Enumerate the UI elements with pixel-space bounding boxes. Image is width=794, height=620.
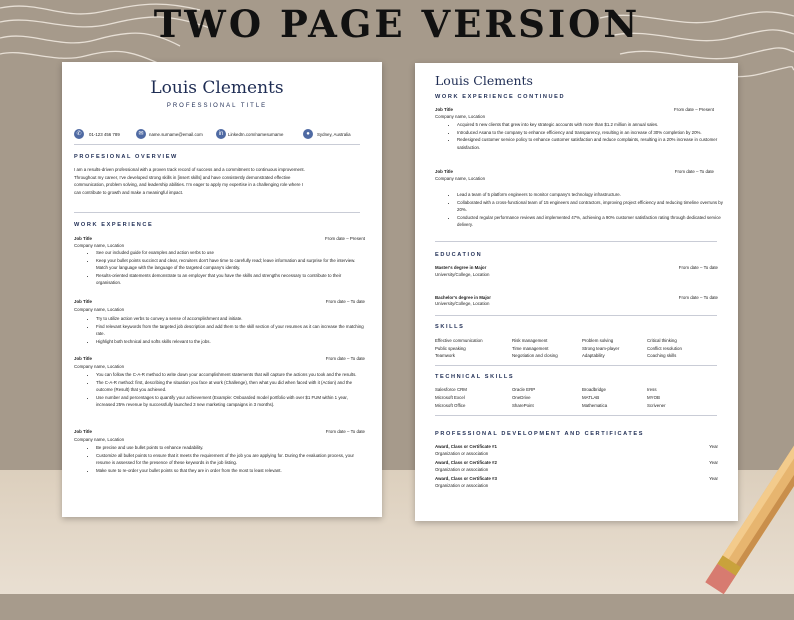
banner-title: TWO PAGE VERSION xyxy=(153,2,641,46)
tech-item: Mathematica xyxy=(582,403,608,408)
job-bullets: • See our included guide for examples and action verbs to use • Keep your bullet points succinct and clear, recruiters don't have time to carefully read; leave information and surprise for the interview. Match your language with the language of the targeted company's identity. • Results-oriented statements demonstrate to an employer that you have the skills and strengths necessary to contribute to their organisation. xyxy=(74,249,364,287)
education-date: From date – To date xyxy=(678,295,718,300)
tech-item: MATLAB xyxy=(582,395,600,400)
skill-item: Risk management xyxy=(512,338,548,343)
candidate-name: Louis Clements xyxy=(150,78,284,98)
job-date: From date – To date xyxy=(325,356,365,361)
job-date: From date – Present xyxy=(673,107,714,112)
professional-title: PROFESSIONAL TITLE xyxy=(166,103,268,109)
tech-item: Oracle ERP xyxy=(512,387,536,392)
divider xyxy=(435,415,717,416)
contact-linkedin: LinkedIn.com/namesurname xyxy=(228,132,284,137)
candidate-name: Louis Clements xyxy=(435,73,533,88)
divider xyxy=(74,144,360,145)
tech-item: Microsoft Office xyxy=(435,403,466,408)
contact-phone: 01-123 456 789 xyxy=(89,132,120,137)
skill-item: Teamwork xyxy=(435,353,456,358)
certificate-org: Organization or association xyxy=(435,451,489,456)
work-experience-heading: WORK EXPERIENCE xyxy=(74,222,154,228)
work-continued-heading: WORK EXPERIENCE CONTINUED xyxy=(435,94,566,100)
job-title: Job Title xyxy=(435,169,453,174)
contact-location: Sydney, Australia xyxy=(317,132,351,137)
tech-item: Microsoft Excel xyxy=(435,395,465,400)
job-title: Job Title xyxy=(435,107,453,112)
skill-item: Effective communication xyxy=(435,338,483,343)
job-bullets: • Lead a team of 5 platform engineers to monitor company's technology infrastructure. • Collaborated with a cross-functional team of 15 engineers and contractors, improving project efficiency and reducing timeline overruns by 20%. • Conducted regular performance reviews and implemented 47%, achieving a 90% customer satisfaction rating through dedicated service delivery. xyxy=(435,191,725,229)
skills-heading: SKILLS xyxy=(435,324,465,330)
tech-item: OneDrive xyxy=(512,395,531,400)
job-company: Company name, Location xyxy=(435,176,486,181)
divider xyxy=(74,212,360,213)
skill-item: Problem solving xyxy=(582,338,614,343)
skill-item: Strong team-player xyxy=(582,346,620,351)
overview-heading: PROFESIONAL OVERVIEW xyxy=(74,154,178,160)
certificate-name: Award, Class or Certificate #1 xyxy=(435,444,497,449)
skill-item: Negotiation and closing xyxy=(512,353,558,358)
certificate-name: Award, Class or Certificate #2 xyxy=(435,460,497,465)
certificate-name: Award, Class or Certificate #3 xyxy=(435,476,497,481)
school: University/College, Location xyxy=(435,301,490,306)
tech-item: Broadbridge xyxy=(582,387,606,392)
pencil-decoration xyxy=(680,420,794,620)
skill-item: Adaptability xyxy=(582,353,605,358)
job-company: Company name, Location xyxy=(435,114,486,119)
certificate-year: Year xyxy=(709,476,718,481)
skill-item: Critical thinking xyxy=(647,338,677,343)
job-bullets: • Acquired 5 new clients that grew into key strategic accounts with more than $1.2 million in annual sales. • Introduced Asana to the company to enhance efficiency and transparency, resulting in an increase of 30% completion by 20%. • Redesigned customer service policy to enhance customer satisfaction and reduce complaints, resulting in a 20% increase in customer satisfaction. xyxy=(435,121,725,151)
job-date: From date – To date xyxy=(674,169,714,174)
job-company: Company name, Location xyxy=(74,307,125,312)
job-date: From date – Present xyxy=(324,236,365,241)
skill-item: Public speaking xyxy=(435,346,466,351)
job-title: Job Title xyxy=(74,429,92,434)
job-bullets: • Be precise and use bullet points to enhance readability. • Customize all bullet points to ensure that it meets the requirement of the job you are applying for. During the evaluation process, your resume is assessed for the presence of these keywords in the job listing. • Make sure to re-order your bullet points so that they are in order from the most to least relevant. xyxy=(74,444,364,474)
tech-item: MYOB xyxy=(647,395,660,400)
resume-page-1 xyxy=(62,62,382,517)
email-icon: ✉ xyxy=(136,129,146,139)
location-pin-icon: ● xyxy=(303,129,313,139)
job-company: Company name, Location xyxy=(74,437,125,442)
certificate-year: Year xyxy=(709,460,718,465)
skill-item: Conflict resolution xyxy=(647,346,682,351)
skill-item: Time management xyxy=(512,346,549,351)
contact-email: name.surname@email.com xyxy=(149,132,203,137)
job-company: Company name, Location xyxy=(74,364,125,369)
overview-text: I am a results-driven professional with a proven track record of success and a commitment to continuous improvement. Throughout my career, I've developed strong skills in [insert skills] and have consistently demonstrated effective communication, problem solving, and leadership abilities. I'm eager to apply my expertise in a challenging role where I can contribute to growth and make a meaningful impact. xyxy=(74,167,305,195)
divider xyxy=(435,365,717,366)
technical-skills-heading: TECHNICAL SKILLS xyxy=(435,374,515,380)
certificate-year: Year xyxy=(709,444,718,449)
job-date: From date – To date xyxy=(325,429,365,434)
divider xyxy=(435,315,717,316)
professional-development-heading: PROFESSIONAL DEVELOPMENT AND CERTIFICATES xyxy=(435,431,645,437)
job-bullets: • Try to utilize action verbs to convey a sense of accomplishment and initiate. • Find relevant keywords from the targeted job description and add them to the skill section of your resumes as it can increase the matching rate. • Highlight both technical and softs skills relevant to the jobs. xyxy=(74,315,364,345)
education-date: From date – To date xyxy=(678,265,718,270)
job-title: Job Title xyxy=(74,299,92,304)
degree: Bachelor's degree in Major xyxy=(435,295,491,300)
phone-icon: ✆ xyxy=(74,129,84,139)
linkedin-icon: in xyxy=(216,129,226,139)
skill-item: Coaching skills xyxy=(647,353,677,358)
degree: Master's degree in Major xyxy=(435,265,487,270)
job-company: Company name, Location xyxy=(74,243,125,248)
tech-item: SharePoint xyxy=(512,403,534,408)
tech-item: Scrivener xyxy=(647,403,666,408)
certificate-org: Organization or association xyxy=(435,467,489,472)
divider xyxy=(435,241,717,242)
tech-item: Salesforce CRM xyxy=(435,387,467,392)
tech-item: Iress xyxy=(647,387,657,392)
job-date: From date – To date xyxy=(325,299,365,304)
education-heading: EDUCATION xyxy=(435,252,483,258)
school: University/College, Location xyxy=(435,272,490,277)
job-bullets: • You can follow the C-A-R method to write down your accomplishment statements that will capture the actions you took and the results. • The C-A-R method: first, describing the situation you face at work (Challenge), then what you did when faced with it (Action) and the outcome (Result) that you achieved. • Use number and percentages to quantify your achievement (Example: Onboarded model portfolio with over $1 FUM within 1 year, increased 25% revenue by successfully launched 3 new marketing campaigns in 3 months). xyxy=(74,371,364,409)
certificate-org: Organization or association xyxy=(435,483,489,488)
job-title: Job Title xyxy=(74,356,92,361)
job-title: Job Title xyxy=(74,236,92,241)
